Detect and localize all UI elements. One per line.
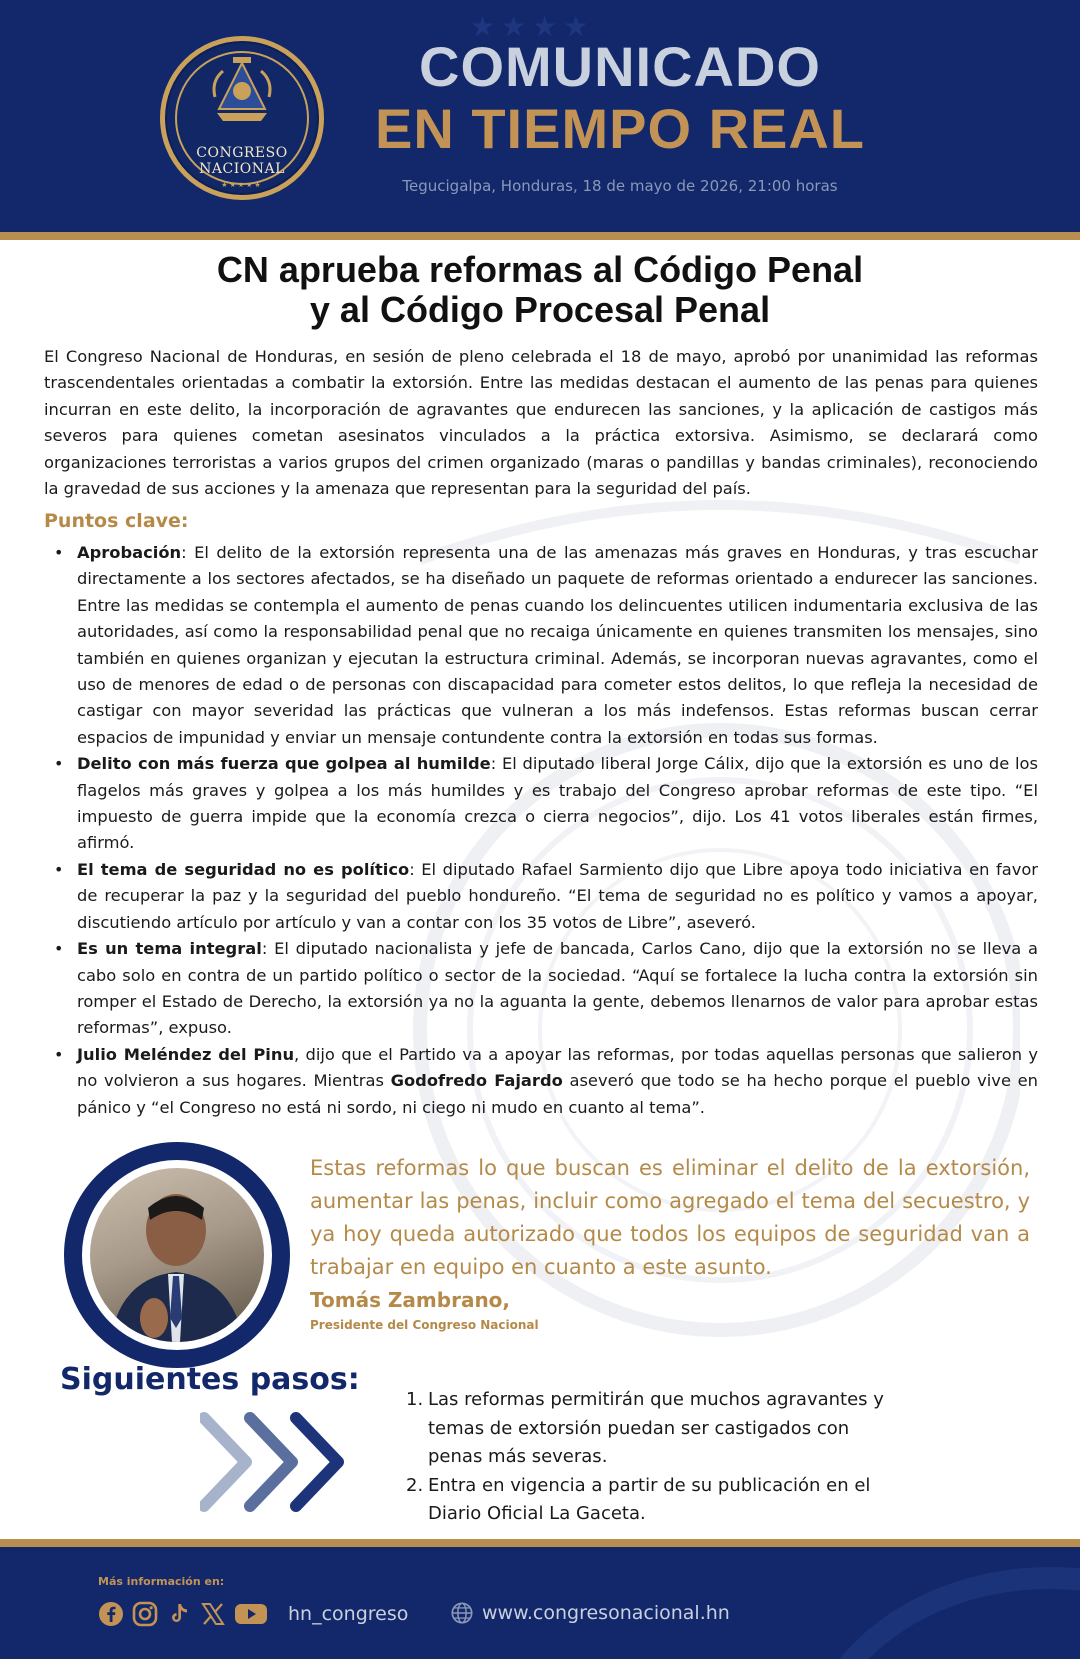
social-links — [98, 1601, 408, 1627]
next-steps-list — [406, 1386, 886, 1529]
decorative-stars: ★★★★ — [470, 10, 595, 43]
seal-stars: ★★★★★ — [221, 181, 263, 189]
key-point-melendez — [44, 1042, 1038, 1121]
step-text: Las reformas permitirán que muchos agravantes y temas de extorsión puedan ser castigados con penas más severas. — [428, 1389, 884, 1467]
website-url[interactable]: www.congresonacional.hn — [482, 1602, 730, 1624]
speaker-silhouette — [90, 1168, 264, 1342]
key-point-text-2: aseveró que todo se ha hecho porque el pueblo vive en pánico y “el Congreso no está ni sordo, ni ciego ni mudo en cuanto al tema”. — [77, 1071, 1038, 1117]
next-step-item — [406, 1386, 886, 1472]
more-info-label: Más información en: — [98, 1575, 225, 1588]
quote-author-role: Presidente del Congreso Nacional — [310, 1318, 539, 1332]
headline-line2: y al Código Procesal Penal — [309, 289, 771, 330]
key-point-seguridad — [44, 857, 1038, 936]
facebook-icon[interactable] — [98, 1601, 124, 1627]
social-handle[interactable]: hn_congreso — [288, 1603, 409, 1625]
instagram-icon[interactable] — [132, 1601, 158, 1627]
footer-decorative-arc — [800, 1567, 1080, 1659]
key-point-lead: El tema de seguridad no es político — [77, 859, 410, 879]
dateline: Tegucigalpa, Honduras, 18 de mayo de 2026, 21:00 horas — [402, 177, 838, 195]
step-number: 1. — [406, 1389, 424, 1410]
speaker-portrait-frame — [64, 1142, 290, 1368]
coat-of-arms-icon — [209, 57, 275, 125]
speaker-photo — [90, 1168, 264, 1342]
seal-text-line2: NACIONAL — [199, 161, 285, 177]
key-point-text: : El diputado liberal Jorge Cálix, dijo que la extorsión es uno de los flagelos más graves y golpea a los más humildes y es trabajo del Congreso aprobar reformas de este tipo. “El impuesto de guerra impide que la economía crezca o cierra negocios”, dijo. Los 41 votos liberales están firmes, afirmó. — [77, 754, 1038, 853]
title-tiempo-real: EN TIEMPO REAL — [374, 97, 866, 160]
next-steps-heading: Siguientes pasos: — [60, 1362, 360, 1397]
quote-text: Estas reformas lo que buscan es eliminar el delito de la extorsión, aumentar las penas, incluir como agregado el tema del secuestro, y ya hoy queda autorizado que todos los equipos de seguridad van a trabajar en equipo en cuanto a este asunto. — [310, 1156, 1030, 1279]
congreso-seal-logo — [160, 36, 324, 200]
youtube-icon[interactable] — [234, 1601, 268, 1627]
header-banner — [0, 0, 1080, 232]
footer-banner — [0, 1547, 1080, 1659]
headline-line1: CN aprueba reformas al Código Penal — [216, 249, 864, 290]
key-points-list — [44, 540, 1038, 1121]
tiktok-icon[interactable] — [166, 1601, 192, 1627]
chevron-arrows-icon — [200, 1410, 360, 1514]
key-point-lead-2: Godofredo Fajardo — [390, 1071, 563, 1091]
seal-text-line1: CONGRESO — [196, 145, 288, 161]
key-point-text: , dijo que el Partido va a apoyar las reformas, por todas aquellas personas que salieron y no volvieron a sus hogares. Mientras — [77, 1044, 1038, 1091]
key-point-text: : El delito de la extorsión representa una de las amenazas más graves en Honduras, y tras escuchar directamente a los sectores afectados, se ha diseñado un paquete de reformas orientado a endurecer las sanciones. Entre las medidas se contempla el aumento de penas cuando los delincuentes utilicen indumentaria exclusiva de las autoridades, así como la responsabilidad penal que no recaiga únicamente en quienes transmiten los mensajes, sino también en quienes organizan y ejecutan la estructura criminal. Además, se incorporan nuevas agravantes, como el uso de menores de edad o de personas con discapacidad para cometer estos delitos, lo que refleja la necesidad de castigar con mayor severidad las prácticas que vulneran a los más indefensos. Estas reformas buscan cerrar espacios de impunidad y enviar un mensaje contundente contra la extorsión en todas sus formas. — [77, 543, 1038, 747]
key-point-text: : El diputado Rafael Sarmiento dijo que Libre apoya todo iniciativa en favor de recuperar la paz y la seguridad del pueblo hondureño. “El tema de seguridad no es político y vamos a apoyar, discutiendo artículo por artículo y van a contar con los 35 votos de Libre”, aseveró. — [77, 859, 1039, 932]
header-gold-divider — [0, 232, 1080, 240]
intro-paragraph: El Congreso Nacional de Honduras, en sesión de pleno celebrada el 18 de mayo, aprobó por unanimidad las reformas trascendentales orientadas a combatir la extorsión. Entre las medidas destacan el aumento de las penas para quienes incurran en este delito, la incorporación de agravantes que endurecen las sanciones, y la aplicación de castigos más severos para quienes cometan asesinatos vinculados a la práctica extorsiva. Asimismo, se declarará como organizaciones terroristas a varios grupos del crimen organizado (maras o pandillas y bandas criminales), reconociendo la gravedad de sus acciones y la amenaza que representan para la seguridad del país. — [44, 347, 1038, 499]
key-points-heading: Puntos clave: — [44, 510, 189, 532]
step-text: Entra en vigencia a partir de su publicación en el Diario Oficial La Gaceta. — [428, 1474, 871, 1524]
x-icon[interactable] — [200, 1601, 226, 1627]
website-link[interactable] — [450, 1601, 730, 1625]
key-point-integral — [44, 936, 1038, 1042]
globe-icon — [450, 1601, 474, 1625]
quote-author: Tomás Zambrano, — [310, 1288, 511, 1312]
title-comunicado: COMUNICADO — [419, 35, 821, 98]
key-point-aprobacion — [44, 540, 1038, 751]
key-point-lead: Delito con más fuerza que golpea al humilde — [77, 754, 491, 774]
key-point-lead: Es un tema integral — [77, 939, 262, 959]
key-point-delito-humilde — [44, 751, 1038, 857]
key-point-lead: Julio Meléndez del Pinu — [77, 1044, 295, 1064]
footer-gold-divider — [0, 1539, 1080, 1547]
step-number: 2. — [406, 1474, 424, 1496]
key-point-text: : El diputado nacionalista y jefe de bancada, Carlos Cano, dijo que la extorsión no se lleva a cabo solo en contra de un partido político o sector de la sociedad. “Aquí se fortalece la lucha contra la extorsión sin romper el Estado de Derecho, la extorsión ya no la aguanta la gente, debemos llenarnos de valor para aprobar estas reformas”, expuso. — [77, 939, 1038, 1038]
next-step-item — [406, 1472, 886, 1529]
headline — [60, 250, 1020, 330]
key-point-lead: Aprobación — [77, 543, 182, 562]
